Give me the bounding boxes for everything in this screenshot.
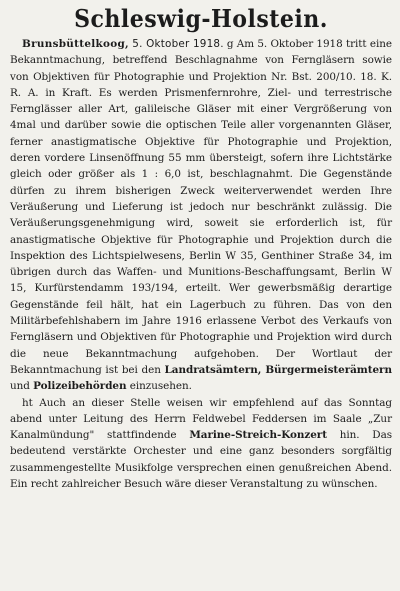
paragraph-1-bold-offices: Landratsämtern, Bürgermeisterämtern <box>164 363 392 376</box>
paragraph-1-body: g Am 5. Oktober 1918 tritt eine Bekanntmachung, betreffend Beschlagnahme von Ferngläsern sowie von Objektiven für Photographie und Projektion Nr. Bst. 200/10. 18. K. R. A. in Kraft. Es werden Prismenfernrohre, Ziel- und terrestrische Fernglässer aller Art, galileische Gläser mit einer Vergrößerung von 4mal und darüber sowie die optischen Teile aller vorgenannten Gläser, ferner anastigmatische Objektive für Photographie und Projektion, deren vordere Linsenöffnung 55 mm übersteigt, sofern ihre Lichtstärke gleich oder größer als 1 : 6,0 ist, beschlagnahmt. Die Gegenstände dürfen zu ihrem bisherigen Zweck weiterverwendet werden Ihre Veräußerung und Lieferung ist jedoch nur beschränkt zulässig. Die Veräußerungsgenehmigung wird, soweit sie erforderlich ist, für anastigmatische Objektive für Photographie und Projektion durch die Inspektion des Lichtspielwesens, Berlin W 35, Genthiner Straße 34, im übrigen durch das Waffen- und Munitions-Beschaffungsamt, Berlin W 15, Kurfürstendamm 193/194, erteilt. Wer gewerbsmäßig derartige Gegenstände feil hält, hat ein Lagerbuch zu führen. Das von den Militärbefehlshabern im Jahre 1916 erlassene Verbot des Verkaufs von Ferngläsern und Objektiven für Photographie und Projektion wird durch die neue Bekanntmachung aufgehoben. Der Wortlaut der Bekanntmachung ist bei den <box>10 38 392 376</box>
dateline-place: Brunsbüttelkoog, <box>22 38 129 50</box>
paragraph-2-bold-concert: Marine-Streich-Konzert <box>189 429 327 442</box>
article-paragraph-1: Brunsbüttelkoog, 5. Oktober 1918. g Am 5. Oktober 1918 tritt eine Bekanntmachung, betreffend Beschlagnahme von Ferngläsern sowie von Objektiven für Photographie und Projektion Nr. Bst. 200/10. 18. K. R. A. in Kraft. Es werden Prismenfernrohre, Ziel- und terrestrische Fernglässer aller Art, galileische Gläser mit einer Vergrößerung von 4mal und darüber sowie die optischen Teile aller vorgenannten Gläser, ferner anastigmatische Objektive für Photographie und Projektion, deren vordere Linsenöffnung 55 mm übersteigt, sofern ihre Lichtstärke gleich oder größer als 1 : 6,0 ist, beschlagnahmt. Die Gegenstände dürfen zu ihrem bisherigen Zweck weiterverwendet werden Ihre Veräußerung und Lieferung ist jedoch nur beschränkt zulässig. Die Veräußerungsgenehmigung wird, soweit sie erforderlich ist, für anastigmatische Objektive für Photographie und Projektion durch die Inspektion des Lichtspielwesens, Berlin W 35, Genthiner Straße 34, im übrigen durch das Waffen- und Munitions-Beschaffungsamt, Berlin W 15, Kurfürstendamm 193/194, erteilt. Wer gewerbsmäßig derartige Gegenstände feil hält, hat ein Lagerbuch zu führen. Das von den Militärbefehlshabern im Jahre 1916 erlassene Verbot des Verkaufs von Ferngläsern und Objektiven für Photographie und Projektion wird durch die neue Bekanntmachung aufgehoben. Der Wortlaut der Bekanntmachung ist bei den Landratsämtern, Bürgermeisterämtern und Polizeibehörden einzusehen. <box>10 38 392 393</box>
paragraph-1-connector: und <box>10 380 30 393</box>
headline: Schleswig-Holstein. <box>74 4 328 33</box>
paragraph-2-tail: hin. Das bedeutend verstärkte Orchester und eine ganz besonders sorgfältig zusammengestellte Musikfolge versprechen einen genußreichen Abend. Ein recht zahlreicher Besuch wäre dieser Veranstaltung zu wünschen. <box>10 429 392 491</box>
paragraph-2-body: ht Auch an dieser Stelle weisen wir empfehlend auf das Sonntag abend unter Leitung des Herrn Feldwebel Feddersen im Saale „Zur Kanalmündung" stattfindende <box>10 396 392 442</box>
article-paragraph-2 <box>10 395 392 493</box>
paragraph-1-bold-police: Polizeibehörden <box>33 380 127 393</box>
paragraph-1-tail: einzusehen. <box>129 380 192 393</box>
dateline-date: 5. Oktober 1918 <box>132 38 221 50</box>
